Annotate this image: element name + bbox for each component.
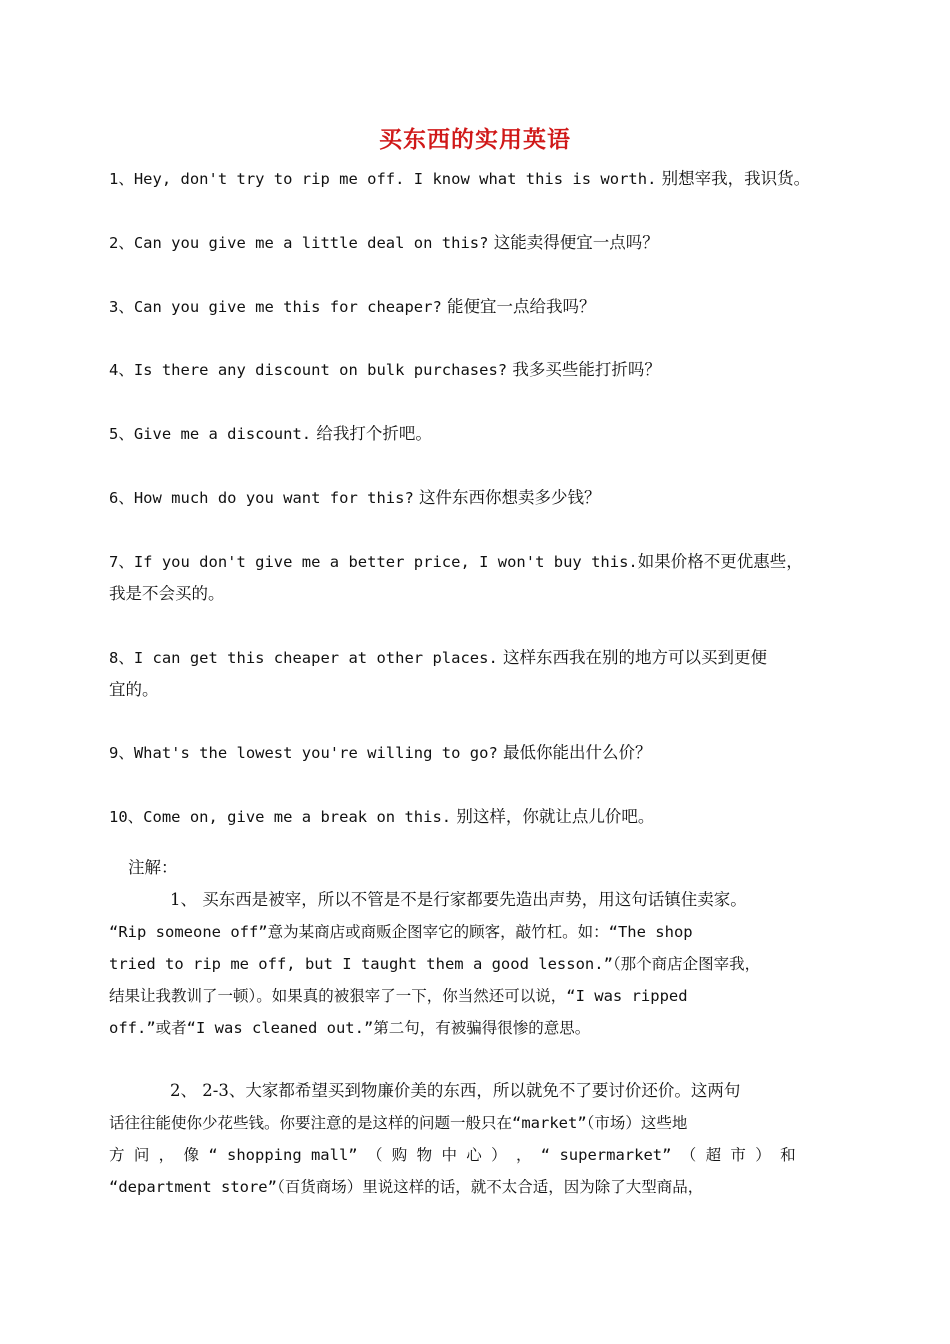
sentence-3-english: 3、Can you give me this for cheaper? [109, 298, 442, 316]
sentence-7-continuation [109, 578, 845, 610]
sentence-7-chinese: 如果价格不更优惠些， [637, 552, 803, 571]
sentence-10 [109, 801, 845, 833]
sentence-10-chinese: 别这样，你就让点儿价吧。 [456, 807, 655, 826]
note-2-line-3-text: 方 问 ， 像 “ shopping mall” （ 购 物 中 心 ） ， “ supermarket” （ 超 市 ） 和 [109, 1146, 796, 1164]
sentence-5-english: 5、Give me a discount. [109, 425, 312, 443]
note-1-line-3 [109, 948, 845, 980]
note-2-line-4 [109, 1171, 845, 1203]
sentence-4 [109, 354, 845, 386]
note-1-line-2-text: “Rip someone off”意为某商店或商贩企图宰它的顾客，敲竹杠。如：“The shop [109, 923, 693, 941]
note-1-line-1: 1、 买东西是被宰，所以不管是不是行家都要先造出声势，用这句话镇住卖家。 [170, 890, 747, 909]
document-title: 买东西的实用英语 [379, 127, 571, 153]
sentence-3-chinese: 能便宜一点给我吗？ [447, 297, 596, 316]
sentence-9-english: 9、What's the lowest you're willing to go? [109, 744, 498, 762]
note-2-line-2 [109, 1107, 845, 1139]
note-1-line-2 [109, 916, 845, 948]
sentence-4-english: 4、Is there any discount on bulk purchases? [109, 361, 508, 379]
sentence-5-chinese: 给我打个折吧。 [316, 424, 432, 443]
sentence-8-chinese-continuation: 宜的。 [109, 680, 159, 699]
note-1-line-5 [109, 1012, 845, 1044]
sentence-2-english: 2、Can you give me a little deal on this? [109, 234, 489, 252]
sentence-8 [109, 642, 845, 674]
sentence-3 [109, 291, 845, 323]
sentence-9-chinese: 最低你能出什么价？ [503, 743, 652, 762]
sentence-9 [109, 737, 845, 769]
sentence-2-chinese: 这能卖得便宜一点吗？ [493, 233, 659, 252]
sentence-1 [109, 163, 845, 195]
sentence-2 [109, 227, 845, 259]
sentence-4-chinese: 我多买些能打折吗？ [512, 360, 661, 379]
note-2-line-3 [109, 1139, 845, 1171]
note-2-line-4-text: “department store”（百货商场）里说这样的话，就不太合适，因为除了大型商品， [109, 1178, 704, 1196]
note-1-line-4 [109, 980, 845, 1012]
sentence-5 [109, 418, 845, 450]
sentence-7-english: 7、If you don't give me a better price, I won't buy this. [109, 553, 638, 571]
note-1-line-3-text: tried to rip me off, but I taught them a good lesson.”（那个商店企图宰我， [109, 955, 761, 973]
sentence-8-continuation [109, 674, 845, 706]
note-1-line-4-text: 结果让我教训了一顿）。如果真的被狠宰了一下，你当然还可以说，“I was ripped [109, 987, 688, 1005]
note-2-line-1: 2、 2-3、大家都希望买到物廉价美的东西，所以就免不了要讨价还价。这两句 [170, 1081, 741, 1100]
note-2-line-2-text: 话往往能使你少花些钱。你要注意的是这样的问题一般只在“market”（市场）这些地 [109, 1114, 688, 1132]
sentence-10-english: 10、Come on, give me a break on this. [109, 808, 452, 826]
sentence-8-chinese: 这样东西我在别的地方可以买到更便 [503, 648, 768, 667]
sentence-1-english: 1、Hey, don't try to rip me off. I know what this is worth. [109, 170, 657, 188]
sentence-8-english: 8、I can get this cheaper at other places. [109, 649, 498, 667]
sentence-1-chinese: 别想宰我，我识货。 [661, 169, 811, 188]
sentence-6-english: 6、How much do you want for this? [109, 489, 414, 507]
sentence-6 [109, 482, 845, 514]
notes-heading: 注解： [128, 858, 178, 877]
sentence-7 [109, 546, 845, 578]
sentence-7-chinese-continuation: 我是不会买的。 [109, 584, 225, 603]
note-1-line-5-text: off.”或者“I was cleaned out.”第二句，有被骗得很惨的意思。 [109, 1019, 591, 1037]
sentence-6-chinese: 这件东西你想卖多少钱？ [419, 488, 601, 507]
